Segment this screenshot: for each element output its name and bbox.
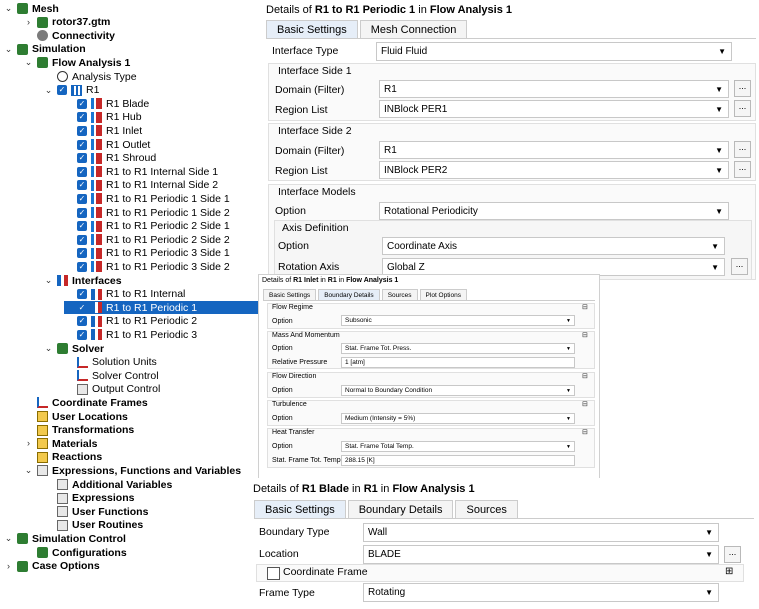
- spacer: [24, 398, 33, 407]
- boundary-icon: [91, 180, 102, 191]
- flow-direction-select[interactable]: Normal to Boundary Condition ▼: [341, 385, 575, 396]
- rotation-axis-label: Rotation Axis: [278, 261, 340, 273]
- tree-item[interactable]: [24, 546, 127, 559]
- tree-item[interactable]: [24, 464, 241, 477]
- turbulence-select[interactable]: Medium (Intensity = 5%) ▼: [341, 413, 575, 424]
- checkbox[interactable]: ✓: [78, 98, 86, 108]
- tree-item[interactable]: [64, 260, 230, 273]
- spacer: [64, 167, 73, 176]
- tree-item[interactable]: [64, 328, 197, 341]
- boundary-icon: [91, 153, 102, 164]
- material-icon: [37, 452, 48, 463]
- checkbox[interactable]: ✓: [78, 166, 86, 176]
- checkbox[interactable]: ✓: [78, 234, 86, 244]
- object-icon: [17, 44, 28, 55]
- tree-item-label: Mesh: [32, 2, 59, 15]
- spacer: [64, 140, 73, 149]
- tree-item-label: Interfaces: [72, 274, 122, 287]
- spacer: [64, 317, 73, 326]
- chevron-down-icon: ▼: [705, 588, 713, 597]
- spacer: [64, 371, 73, 380]
- expression-icon: [57, 493, 68, 504]
- material-icon: [37, 438, 48, 449]
- chevron-down-icon[interactable]: ⌄: [4, 3, 13, 13]
- side1-domain-browse-button[interactable]: ...: [734, 80, 751, 97]
- checkbox[interactable]: ✓: [78, 316, 86, 326]
- tree-item[interactable]: [24, 424, 134, 437]
- chevron-down-icon[interactable]: ⌄: [4, 533, 13, 544]
- tree-item-label: Coordinate Frames: [52, 396, 148, 409]
- tree-item[interactable]: [64, 356, 157, 369]
- spacer: [64, 385, 73, 394]
- tree-item-label: Output Control: [92, 383, 161, 396]
- chevron-down-icon[interactable]: ⌄: [4, 43, 13, 54]
- tree-item[interactable]: [44, 70, 137, 83]
- spacer: [64, 113, 73, 122]
- turbulence-title: Turbulence: [272, 401, 307, 408]
- rotation-axis-select[interactable]: Global Z ▼: [382, 258, 725, 276]
- spacer: [44, 480, 53, 489]
- checkbox[interactable]: ✓: [78, 180, 86, 190]
- tree-item-label: R1 to R1 Periodic 3 Side 1: [106, 247, 230, 260]
- collapse-icon[interactable]: ⊟: [582, 304, 588, 311]
- tree-item-label: Solver Control: [92, 369, 159, 382]
- boundary-type-select[interactable]: Wall ▼: [363, 523, 719, 542]
- tree-item-label: R1 Inlet: [106, 124, 143, 137]
- tree-item-label: R1 to R1 Periodic 3: [106, 328, 198, 341]
- collapse-icon[interactable]: ⊟: [582, 332, 588, 339]
- side1-domain-label: Domain (Filter): [275, 84, 345, 96]
- spacer: [64, 249, 73, 258]
- tree-item[interactable]: [44, 492, 134, 505]
- collapse-icon[interactable]: ⊟: [582, 373, 588, 380]
- boundary-icon: [91, 248, 102, 259]
- spacer: [24, 453, 33, 462]
- spacer: [64, 358, 73, 367]
- chevron-right-icon[interactable]: ›: [27, 438, 30, 449]
- tree-item-label: User Locations: [52, 410, 128, 423]
- collapse-icon[interactable]: ⊟: [582, 401, 588, 408]
- frame-type-label: Frame Type: [259, 587, 315, 599]
- tree-item-label: Flow Analysis 1: [52, 56, 131, 69]
- details-panel-interface: [262, 0, 759, 280]
- tree-item[interactable]: [64, 179, 218, 192]
- tree-item[interactable]: [24, 396, 148, 409]
- checkbox[interactable]: ✓: [78, 139, 86, 149]
- chevron-down-icon: ▼: [711, 262, 719, 272]
- models-title: Interface Models: [278, 186, 356, 198]
- object-icon: [37, 547, 48, 558]
- tab-plot-options[interactable]: Plot Options: [420, 289, 467, 300]
- spacer: [64, 262, 73, 271]
- tree-item-label: R1 to R1 Periodic 1 Side 2: [106, 206, 230, 219]
- mass-option-select[interactable]: Stat. Frame Tot. Press. ▼: [341, 343, 575, 354]
- chevron-down-icon: ▼: [566, 345, 571, 352]
- checkbox[interactable]: ✓: [78, 125, 86, 135]
- spacer: [64, 194, 73, 203]
- tree-item-label: Expressions, Functions and Variables: [52, 464, 242, 477]
- material-icon: [37, 411, 48, 422]
- boundary-type-label: Boundary Type: [259, 526, 330, 538]
- chevron-down-icon: ▼: [715, 84, 723, 94]
- boundary-icon: [91, 261, 102, 272]
- spacer: [44, 507, 53, 516]
- tree-item-label: R1 to R1 Internal Side 2: [106, 179, 219, 192]
- expression-icon: [57, 506, 68, 517]
- object-icon: [17, 561, 28, 572]
- tree-item-label: Analysis Type: [72, 70, 137, 83]
- tree-item[interactable]: [4, 532, 126, 545]
- option-label: Option: [272, 443, 293, 450]
- chevron-right-icon[interactable]: ›: [7, 560, 10, 571]
- interface-model-option-select[interactable]: Rotational Periodicity ▼: [379, 202, 729, 220]
- chevron-down-icon: ▼: [566, 443, 571, 450]
- boundary-icon: [91, 166, 102, 177]
- chevron-down-icon: ▼: [705, 528, 713, 537]
- tree-item[interactable]: [44, 84, 99, 97]
- heat-transfer-select[interactable]: Stat. Frame Total Temp. ▼: [341, 441, 575, 452]
- tree-item[interactable]: [64, 192, 230, 205]
- mass-title: Mass And Momentum: [272, 332, 340, 339]
- object-icon: [17, 3, 28, 14]
- tree-item-label: Connectivity: [52, 29, 116, 42]
- boundary-icon: [91, 139, 102, 150]
- tree-item-label: R1 Outlet: [106, 138, 151, 151]
- tree-item-label: rotor37.gtm: [52, 16, 111, 29]
- checkbox[interactable]: ✓: [58, 85, 66, 95]
- expand-icon[interactable]: ⊞: [725, 566, 734, 577]
- chevron-right-icon[interactable]: ›: [27, 16, 30, 27]
- spacer: [64, 235, 73, 244]
- location-browse-button[interactable]: ...: [724, 546, 741, 563]
- interface-icon: [91, 289, 102, 300]
- chevron-down-icon: ▼: [715, 165, 723, 175]
- tree-item[interactable]: [64, 315, 197, 328]
- expression-icon: [37, 465, 48, 476]
- spacer: [64, 99, 73, 108]
- side1-region-select[interactable]: INBlock PER1 ▼: [379, 100, 729, 118]
- side2-region-label: Region List: [275, 165, 328, 177]
- axes-icon: [77, 370, 88, 381]
- side2-region-browse-button[interactable]: ...: [734, 161, 751, 178]
- spacer: [64, 154, 73, 163]
- tree-item[interactable]: [24, 56, 130, 69]
- chevron-down-icon: ▼: [711, 241, 719, 251]
- side2-region-select[interactable]: INBlock PER2 ▼: [379, 161, 729, 179]
- tab-basic-settings[interactable]: Basic Settings: [254, 500, 346, 518]
- tree-item-label: Solution Units: [92, 356, 157, 369]
- tree-item[interactable]: [64, 206, 230, 219]
- side2-domain-label: Domain (Filter): [275, 145, 345, 157]
- tree-item-label: Transformations: [52, 424, 135, 437]
- checkbox[interactable]: ✓: [78, 221, 86, 231]
- chevron-down-icon: ▼: [566, 415, 571, 422]
- boundary-icon: [91, 207, 102, 218]
- chevron-down-icon: ▼: [705, 550, 713, 559]
- spacer: [44, 494, 53, 503]
- checkbox[interactable]: ✓: [78, 112, 86, 122]
- spacer: [24, 548, 33, 557]
- tree-item[interactable]: [44, 342, 104, 355]
- spacer: [44, 72, 53, 81]
- object-icon: [57, 343, 68, 354]
- tab-basic-settings[interactable]: Basic Settings: [263, 289, 316, 300]
- chevron-down-icon: ▼: [718, 47, 726, 56]
- chevron-down-icon: ▼: [566, 387, 571, 394]
- tree-item[interactable]: [24, 451, 102, 464]
- tree-item[interactable]: [44, 519, 143, 532]
- side1-region-browse-button[interactable]: ...: [734, 100, 751, 117]
- axes-icon: [77, 357, 88, 368]
- tree-item[interactable]: [64, 301, 258, 314]
- checkbox[interactable]: ✓: [78, 329, 86, 339]
- spacer: [64, 126, 73, 135]
- tree-item[interactable]: [64, 152, 156, 165]
- tree-item[interactable]: [64, 220, 230, 233]
- boundary-icon: [91, 98, 102, 109]
- chevron-down-icon: ▼: [715, 104, 723, 114]
- static-temp-input[interactable]: 288.15 [K]: [341, 455, 575, 466]
- static-temp-label: Stat. Frame Tot. Temp: [272, 457, 341, 464]
- checkbox[interactable]: ✓: [78, 302, 86, 312]
- tree-item[interactable]: [64, 369, 159, 382]
- chevron-down-icon: ▼: [566, 317, 571, 324]
- spacer: [24, 426, 33, 435]
- tree-item-label: R1 to R1 Internal: [106, 288, 186, 301]
- tree-item[interactable]: [24, 29, 115, 42]
- option-label: Option: [275, 205, 306, 217]
- option-label: Option: [272, 387, 293, 394]
- tree-item[interactable]: [44, 274, 122, 287]
- panel-title: Details of R1 Inlet in R1 in Flow Analysis 1: [262, 277, 399, 284]
- tree-item-label: Configurations: [52, 546, 127, 559]
- side2-domain-select[interactable]: R1 ▼: [379, 141, 729, 159]
- coordinate-frame-label: Coordinate Frame: [283, 566, 368, 578]
- boundary-icon: [91, 125, 102, 136]
- side1-region-label: Region List: [275, 104, 328, 116]
- object-icon: [37, 57, 48, 68]
- details-panel-blade: [250, 478, 759, 609]
- coordinate-frame-checkbox[interactable]: [267, 567, 280, 580]
- tree-item-label: R1 to R1 Internal Side 1: [106, 165, 219, 178]
- relative-pressure-input[interactable]: 1 [atm]: [341, 357, 575, 368]
- side2-title: Interface Side 2: [278, 125, 352, 137]
- tree-item[interactable]: [24, 437, 98, 450]
- tree-item[interactable]: [4, 2, 59, 15]
- tree-item-label: R1 to R1 Periodic 3 Side 2: [106, 260, 230, 273]
- tree-item-label: R1 Blade: [106, 97, 150, 110]
- tree-item-label: R1 Hub: [106, 111, 142, 124]
- interface-icon: [91, 329, 102, 340]
- spacer: [64, 222, 73, 231]
- side2-domain-browse-button[interactable]: ...: [734, 141, 751, 158]
- tree-item[interactable]: [64, 111, 142, 124]
- axis-option-label: Option: [278, 240, 309, 252]
- chevron-down-icon[interactable]: ⌄: [24, 57, 33, 68]
- chevron-down-icon: ▼: [715, 206, 723, 216]
- tree-item[interactable]: [4, 43, 86, 56]
- checkbox[interactable]: ✓: [78, 289, 86, 299]
- tree-item-label: R1 to R1 Periodic 2 Side 2: [106, 233, 230, 246]
- tree-item[interactable]: [64, 124, 142, 137]
- checkbox[interactable]: ✓: [78, 207, 86, 217]
- tab-basic-settings[interactable]: Basic Settings: [266, 20, 358, 38]
- tab-boundary-details[interactable]: Boundary Details: [348, 500, 454, 518]
- tree-item[interactable]: [44, 478, 172, 491]
- expression-icon: [57, 520, 68, 531]
- flow-direction-title: Flow Direction: [272, 373, 317, 380]
- option-label: Option: [272, 345, 293, 352]
- interface-type-select[interactable]: Fluid Fluid ▼: [376, 42, 732, 61]
- checkbox[interactable]: ✓: [78, 153, 86, 163]
- option-label: Option: [272, 415, 293, 422]
- tree-item[interactable]: [44, 505, 148, 518]
- boundary-icon: [91, 221, 102, 232]
- tree-item-label: Expressions: [72, 492, 135, 505]
- axis-option-select[interactable]: Coordinate Axis ▼: [382, 237, 725, 255]
- tree-item-label: Additional Variables: [72, 478, 173, 491]
- tree-item[interactable]: [64, 97, 149, 110]
- spacer: [64, 290, 73, 299]
- tree-item[interactable]: [64, 383, 160, 396]
- frame-type-select[interactable]: Rotating ▼: [363, 583, 719, 602]
- rotation-axis-browse-button[interactable]: ...: [731, 258, 748, 275]
- spacer: [64, 181, 73, 190]
- heat-transfer-title: Heat Transfer: [272, 429, 315, 436]
- tree-item[interactable]: [64, 165, 218, 178]
- spacer: [64, 303, 73, 312]
- flow-regime-title: Flow Regime: [272, 304, 313, 311]
- tree-item-label: R1 Shroud: [106, 152, 157, 165]
- clock-icon: [57, 71, 68, 82]
- tree-item-label: R1 to R1 Periodic 2: [106, 315, 198, 328]
- tree-item-label: Simulation: [32, 43, 86, 56]
- chevron-down-icon[interactable]: ⌄: [44, 84, 53, 95]
- tree-item-label: R1 to R1 Periodic 1 Side 1: [106, 192, 230, 205]
- boundary-icon: [91, 193, 102, 204]
- expression-icon: [77, 384, 88, 395]
- tree-item-label: User Functions: [72, 505, 149, 518]
- spacer: [64, 330, 73, 339]
- interface-icon: [91, 316, 102, 327]
- tree-item-label: User Routines: [72, 519, 144, 532]
- outline-tree[interactable]: [0, 0, 262, 609]
- tree-item[interactable]: [24, 410, 128, 423]
- chevron-down-icon[interactable]: ⌄: [24, 465, 33, 476]
- collapse-icon[interactable]: ⊟: [582, 429, 588, 436]
- spacer: [24, 412, 33, 421]
- spacer: [24, 31, 33, 40]
- tree-item-label: Case Options: [32, 560, 100, 573]
- object-icon: [37, 17, 48, 28]
- tree-item[interactable]: [64, 247, 230, 260]
- boundary-icon: [91, 234, 102, 245]
- interface-icon: [91, 302, 102, 313]
- panel-title: Details of R1 Blade in R1 in Flow Analysis 1: [253, 483, 475, 495]
- tab-sources[interactable]: Sources: [455, 500, 517, 518]
- tree-item-label: Solver: [72, 342, 105, 355]
- tree-item[interactable]: [64, 233, 230, 246]
- tree-item-label: R1 to R1 Periodic 1: [106, 301, 198, 314]
- details-panel-inlet: [258, 274, 600, 480]
- flow-regime-select[interactable]: Subsonic ▼: [341, 315, 575, 326]
- checkbox[interactable]: ✓: [78, 261, 86, 271]
- side1-domain-select[interactable]: R1 ▼: [379, 80, 729, 98]
- material-icon: [37, 425, 48, 436]
- checkbox[interactable]: ✓: [78, 248, 86, 258]
- axis-title: Axis Definition: [282, 222, 349, 234]
- tree-item-label: R1 to R1 Periodic 2 Side 1: [106, 220, 230, 233]
- relative-pressure-label: Relative Pressure: [272, 359, 328, 366]
- spacer: [44, 521, 53, 530]
- spacer: [64, 208, 73, 217]
- tab-sources[interactable]: Sources: [382, 289, 418, 300]
- tab-boundary-details[interactable]: Boundary Details: [318, 289, 380, 300]
- object-icon: [17, 533, 28, 544]
- tab-mesh-connection[interactable]: Mesh Connection: [360, 20, 468, 38]
- tree-item[interactable]: [64, 288, 185, 301]
- chevron-down-icon[interactable]: ⌄: [44, 343, 53, 353]
- tree-item[interactable]: [24, 16, 110, 29]
- axes-icon: [37, 397, 48, 408]
- side1-title: Interface Side 1: [278, 65, 352, 77]
- interface-icon: [57, 275, 68, 286]
- interface-type-label: Interface Type: [272, 45, 339, 57]
- chevron-down-icon[interactable]: ⌄: [44, 275, 53, 285]
- domain-icon: [71, 85, 82, 96]
- boundary-icon: [91, 112, 102, 123]
- expression-icon: [57, 479, 68, 490]
- tree-item[interactable]: [4, 560, 100, 573]
- location-label: Location: [259, 548, 299, 560]
- checkbox[interactable]: ✓: [78, 193, 86, 203]
- chevron-down-icon: ▼: [715, 145, 723, 155]
- location-select[interactable]: BLADE ▼: [363, 545, 719, 564]
- option-label: Option: [272, 318, 293, 325]
- connectivity-icon: [37, 30, 48, 41]
- tree-item-label: Reactions: [52, 451, 103, 464]
- tree-item-label: Materials: [52, 437, 98, 450]
- tree-item[interactable]: [64, 138, 150, 151]
- tree-item-label: R1: [86, 84, 100, 97]
- tree-item-label: Simulation Control: [32, 532, 126, 545]
- panel-title: Details of R1 to R1 Periodic 1 in Flow Analysis 1: [266, 4, 512, 16]
